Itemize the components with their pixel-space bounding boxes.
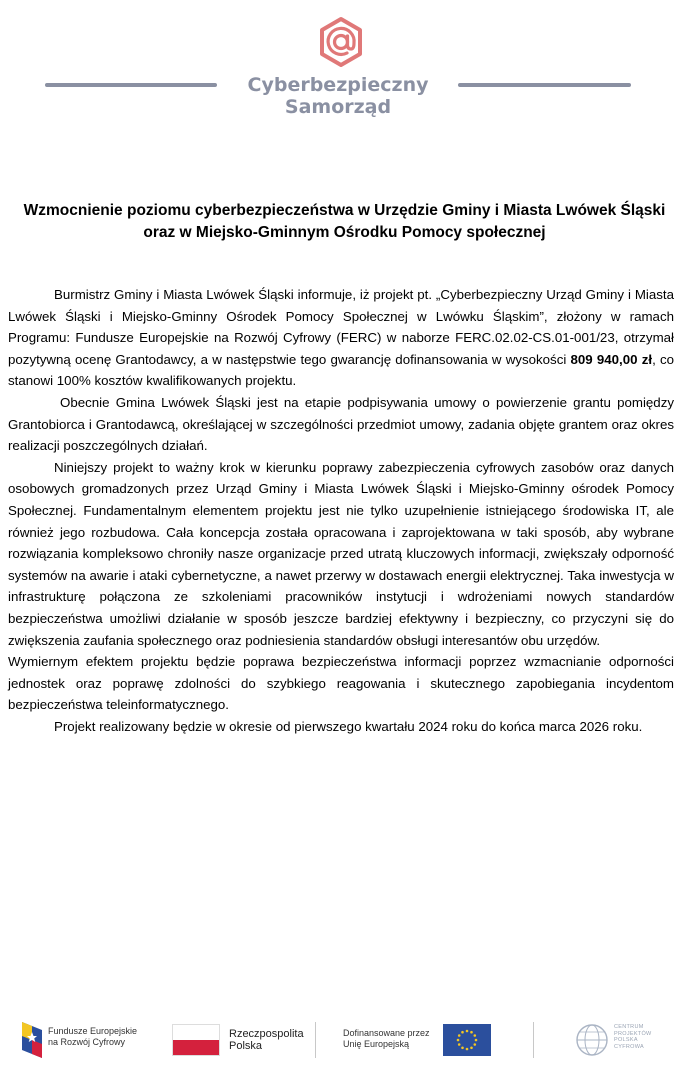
cpp-logo-text [614,1024,652,1050]
brand-name-line1: Cyberbezpieczny [247,74,429,96]
paragraph-3: Niniejszy projekt to ważny krok w kierunku poprawy zabezpieczenia cyfrowych zasobów oraz danych osobowych gromadzonych przez Urząd Gminy i Miasta Lwówek Śląski i Miejsko-Gminny ośrodek Pomocy Społecznej. Fundamentalnym elementem projektu jest nie tylko uzupełnienie istniejącego środowiska IT, ale również jego rozbudowa. Cała koncepcja została opracowana i zaprojektowana w taki sposób, aby wybrane rozwiązania kompleksowo chroniły nasze organizacje przed utratą kluczowych informacji, zwiększały odporność systemów na awarie i ataki cybernetyczne, a nawet przerwy w dostawach energii elektrycznej. Taka inwestycja w infrastrukturę połączona ze szkoleniami pracowników instytucji i wdrożeniami nowych standardów bezpieczeństwa umożliwi działanie w sposób jeszcze bardziej efektywny i bezpieczny, co przyczyni się do zwiększenia zaufania społecznego oraz podniesienia standardów obsługi interesantów obu urzędów. [8,459,674,648]
fe-line2: na Rozwój Cyfrowy [48,1037,126,1047]
paragraph-2: Obecnie Gmina Lwówek Śląski jest na etapie podpisywania umowy o powierzenie grantu pomiędzy Grantobiorca i Grantodawcą, określającej w szczególności przedmiot umowy, zadania objęte grantem oraz okres realizacji poszczególnych działań. [8,394,674,454]
document-body [8,284,674,737]
header-divider-right [458,83,631,87]
cpp-line2: PROJEKTÓW [614,1030,652,1037]
brand-name-line2: Samorząd [284,96,392,118]
rp-line2: Polska [229,1040,263,1052]
header-divider-left [45,83,217,87]
eu-star [470,1031,473,1034]
eu-star [461,1046,464,1049]
funding-logos-footer [0,1010,689,1070]
page-header [0,0,689,130]
rp-logo-text [229,1028,304,1052]
ue-line2: Unię Europejską [343,1039,410,1049]
eu-star [466,1048,469,1051]
paragraph-4: Wymiernym efektem projektu będzie poprawa bezpieczeństwa informacji poprzez wzmacnianie odporności jednostek oraz poprawę zdolności do szybkiego reagowania i skutecznego zapobiegania incydentom bezpieczeństwa teleinformatycznego. [8,654,674,713]
eu-star [457,1039,460,1042]
eu-star [461,1031,464,1034]
eu-star [473,1043,476,1046]
funding-amount: 809 940,00 zł [570,351,653,367]
eu-star [458,1043,461,1046]
title-line1: Wzmocnienie poziomu cyberbezpieczeństwa w Urzędzie Gminy i Miasta Lwówek Śląski [23,202,666,219]
eu-flag-icon [443,1024,491,1056]
at-sign-hexagon-icon [318,16,364,68]
cpp-line1: CENTRUM [614,1024,644,1030]
eu-star [466,1030,469,1033]
cpp-globe-icon [574,1022,610,1058]
cpp-line4: CYFROWA [614,1043,645,1050]
eu-star [475,1039,478,1042]
ue-logo-text [343,1028,430,1050]
title-line2: oraz w Miejsko-Gminnym Ośrodku Pomocy społecznej [143,224,546,241]
eu-star [458,1034,461,1037]
paragraph-5: Projekt realizowany będzie w okresie od pierwszego kwartału 2024 roku do końca marca 2026 roku. [54,718,643,734]
paragraph-1 [8,284,674,392]
fundusze-europejskie-star-icon [20,1020,44,1060]
cpp-line3: POLSKA [614,1037,638,1043]
eu-star [473,1034,476,1037]
logo-separator [315,1022,316,1058]
ue-line1: Dofinansowane przez [343,1028,430,1038]
logo-separator [533,1022,534,1058]
paragraph-1-text-b: , co stanowi 100% kosztów kwalifikowanych projektu. [8,351,674,389]
poland-flag-icon [172,1024,220,1056]
eu-star [470,1046,473,1049]
document-title [20,200,669,244]
fe-line1: Fundusze Europejskie [48,1026,138,1036]
rp-line1: Rzeczpospolita [229,1028,304,1040]
paragraph-1-text-a: Burmistrz Gminy i Miasta Lwówek Śląski informuje, iż projekt pt. „Cyberbezpieczny Urząd Gminy i Miasta Lwówek Śląski i Miejsko-Gminny Ośrodek Pomocy Społecznej w Lwówku Śląskim”, złożony w ramach Programu: Fundusze Europejskie na Rozwój Cyfrowy (FERC) w naborze FERC.02.02-CS.01-001/23, otrzymał pozytywną ocenę Grantodawcy, a w następstwie tego gwarancję dofinansowania w wysokości [8,287,674,367]
fe-logo-text [48,1026,137,1048]
